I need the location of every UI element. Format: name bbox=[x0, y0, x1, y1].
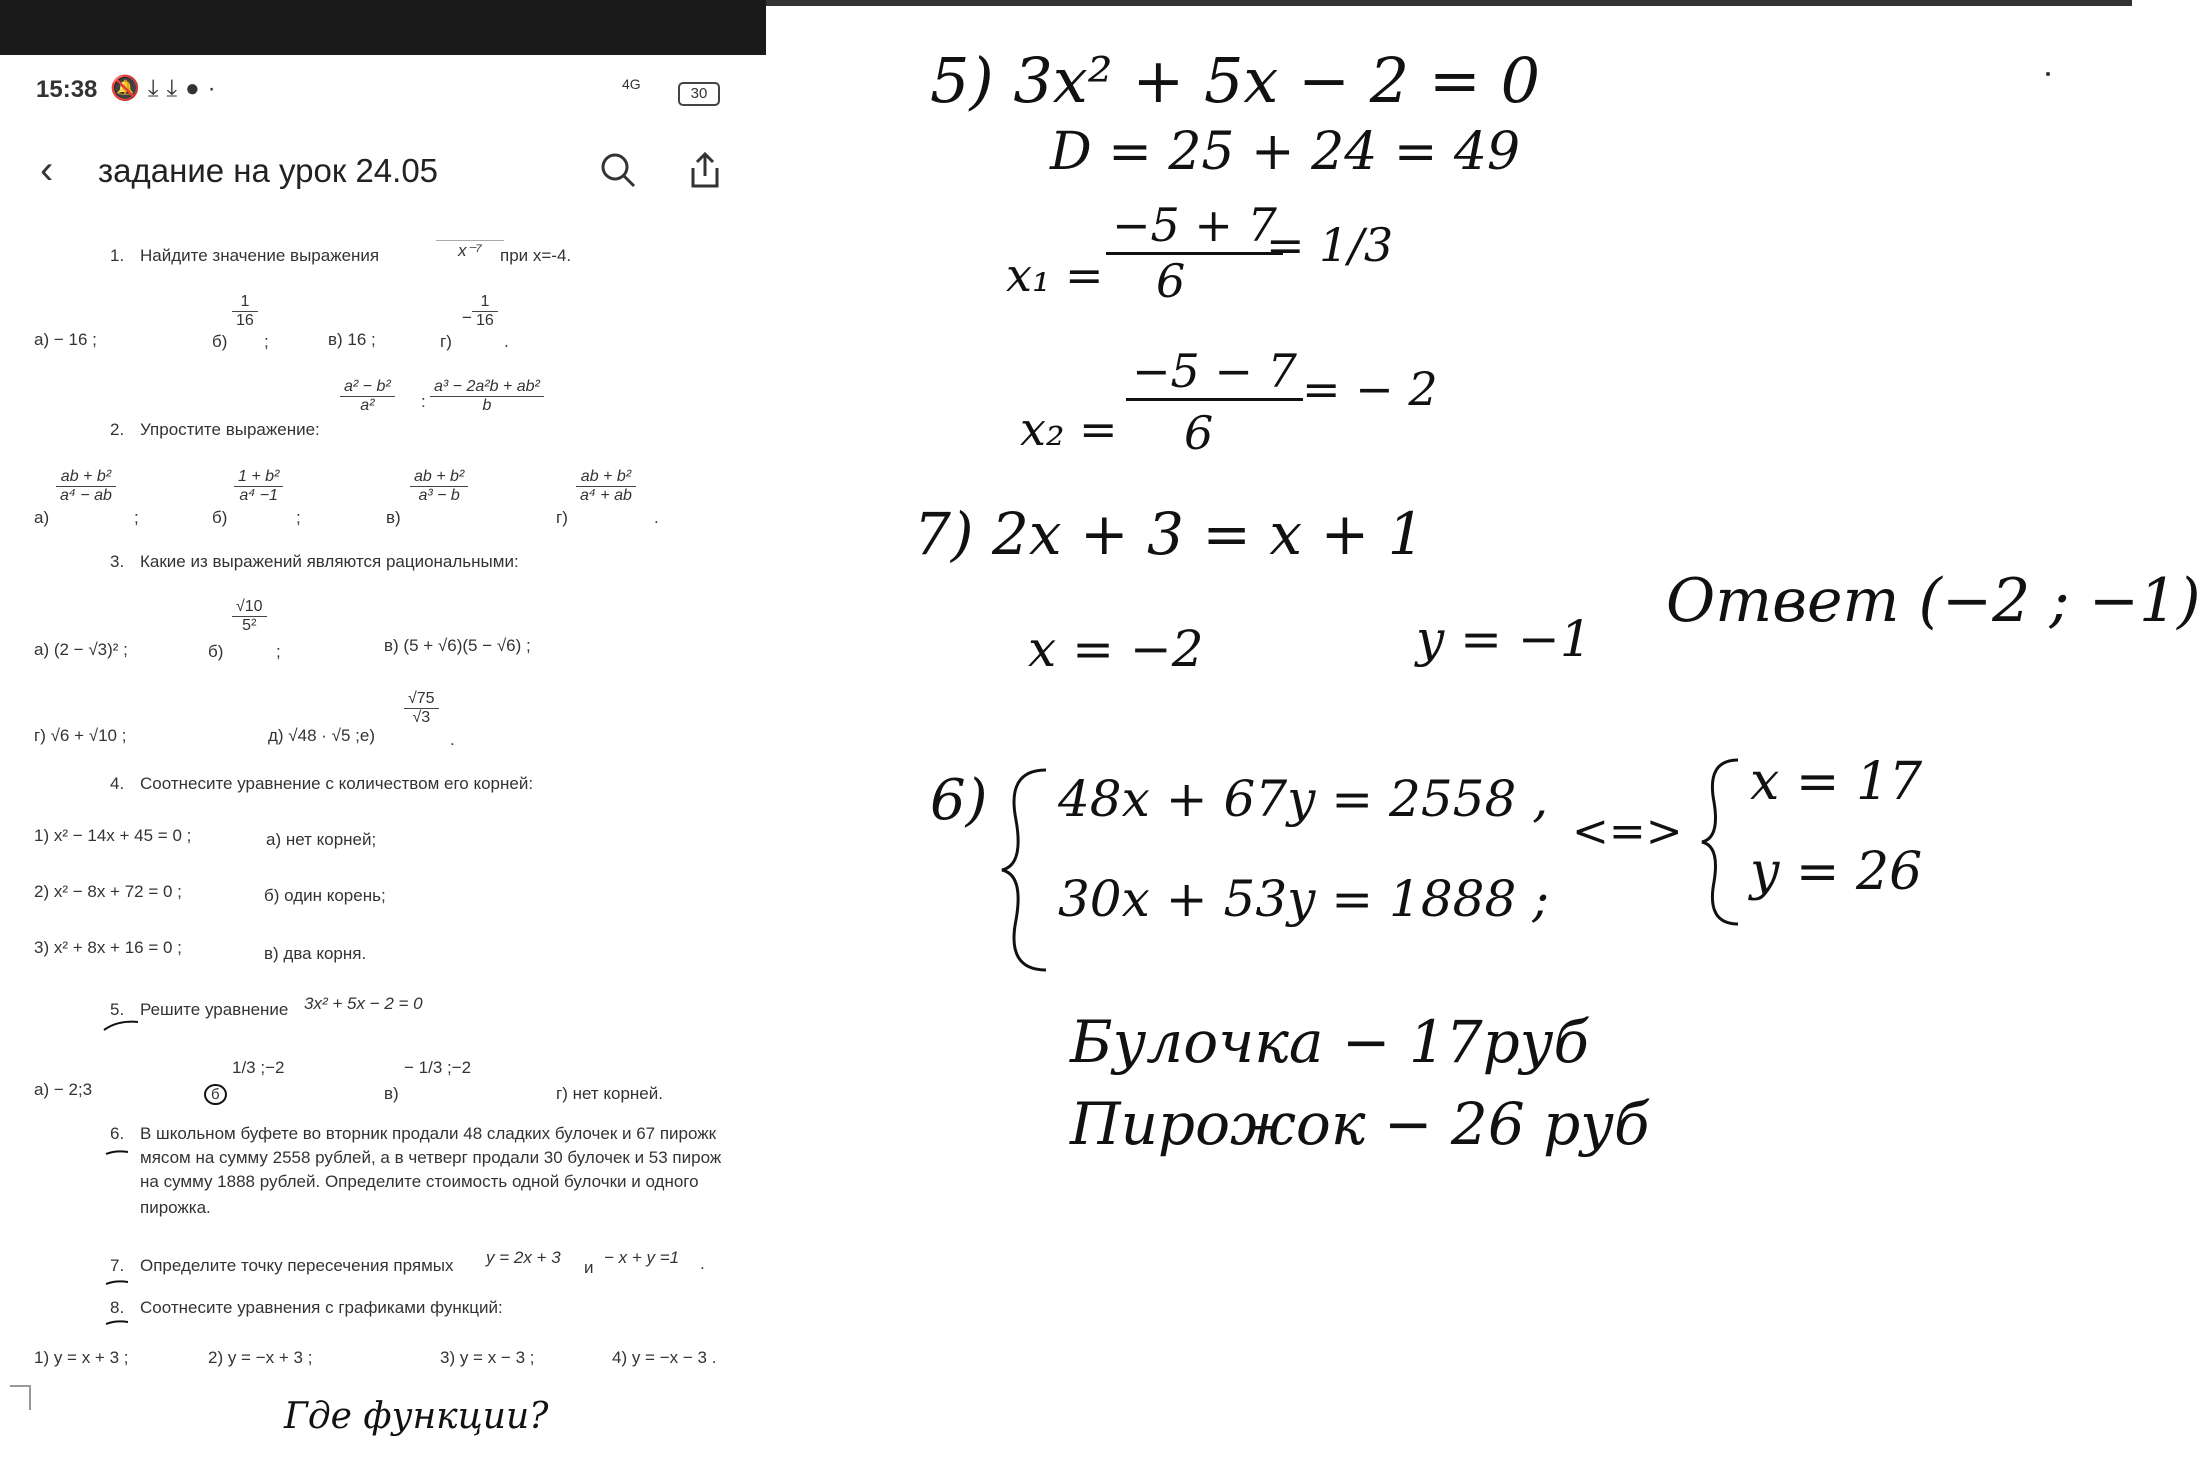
hw-s6-equation-1: 48x + 67y = 2558 , bbox=[1058, 770, 1549, 828]
q5-number: 5. bbox=[110, 1000, 125, 1019]
q3-e-tail: . bbox=[450, 730, 455, 749]
battery-indicator: 30 bbox=[678, 82, 720, 106]
q1-g-den: 16 bbox=[476, 312, 494, 329]
q2-b-tail: ; bbox=[296, 508, 301, 527]
dot-mark bbox=[2046, 72, 2050, 76]
hw-x2-result: = − 2 bbox=[1302, 362, 1438, 416]
q2-option-b-label: б) bbox=[212, 508, 228, 527]
q2-g-num: ab + b² bbox=[576, 468, 636, 487]
q4-answer-v: в) два корня. bbox=[264, 944, 367, 963]
q4-answer-a: а) нет корней; bbox=[266, 830, 377, 849]
q5-option-b-value: 1/3 ;−2 bbox=[232, 1058, 285, 1077]
q3-option-b-label: б) bbox=[208, 642, 224, 661]
q6-number: 6. bbox=[110, 1124, 125, 1143]
q5-option-b-circled: б bbox=[204, 1084, 227, 1105]
hw-x1-denominator: 6 bbox=[1156, 254, 1186, 308]
hw-s7-answer: Ответ (−2 ; −1) bbox=[1666, 566, 2201, 636]
q7-equation-1: y = 2x + 3 bbox=[486, 1248, 561, 1267]
hw-s5-discriminant: D = 25 + 24 = 49 bbox=[1050, 122, 1521, 182]
q1-b-tail: ; bbox=[264, 332, 269, 351]
q4-answer-b: б) один корень; bbox=[264, 886, 386, 905]
q1-number: 1. bbox=[110, 246, 125, 265]
q7-underline-mark bbox=[106, 1281, 128, 1284]
corner-mark bbox=[10, 1386, 30, 1410]
status-notification-icons: 🔕⤓⤓●· bbox=[110, 75, 224, 102]
q6-line-1: В школьном буфете во вторник продали 48 сладких булочек и 67 пирожк bbox=[140, 1124, 717, 1143]
q2-left-num: a² − b² bbox=[340, 378, 395, 397]
q6-underline-mark bbox=[106, 1151, 128, 1154]
hw-s7-x: x = −2 bbox=[1028, 620, 1204, 678]
hw-x2-denominator: 6 bbox=[1184, 406, 1214, 460]
q1-g-num: 1 bbox=[472, 293, 498, 312]
q3-option-v: в) (5 + √6)(5 − √6) ; bbox=[384, 636, 531, 655]
phone-pen-marks bbox=[0, 0, 766, 1475]
q2-v-den: a³ − b bbox=[418, 487, 460, 504]
q2-left-den: a² bbox=[360, 397, 375, 414]
q2-b-num: 1 + b² bbox=[234, 468, 283, 487]
handwritten-solutions bbox=[766, 0, 2201, 1475]
q3-option-a: а) (2 − √3)² ; bbox=[34, 640, 128, 659]
q3-e-den: √3 bbox=[412, 709, 431, 726]
document-body bbox=[0, 0, 766, 1475]
q1-text: Найдите значение выражения bbox=[140, 246, 380, 265]
q2-text: Упростите выражение: bbox=[140, 420, 320, 439]
q3-b-den: 5² bbox=[242, 617, 257, 634]
q3-option-d: д) √48 · √5 ;е) bbox=[268, 726, 375, 745]
q6-line-2: мясом на сумму 2558 рублей, а в четверг продали 30 булочек и 53 пирож bbox=[140, 1148, 722, 1167]
q7-equation-2: − x + y =1 bbox=[604, 1248, 680, 1267]
q5-option-v-value: − 1/3 ;−2 bbox=[404, 1058, 472, 1077]
q2-g-tail: . bbox=[654, 508, 659, 527]
hw-x1-label: x₁ = bbox=[1006, 248, 1104, 302]
q4-text: Соотнесите уравнение с количеством его корней: bbox=[140, 774, 534, 793]
q2-a-den: a⁴ − ab bbox=[60, 487, 112, 504]
hw-s7-equation: 7) 2x + 3 = x + 1 bbox=[914, 500, 1425, 568]
network-indicator: 4G bbox=[622, 76, 641, 92]
q8-function-2: 2) y = −x + 3 ; bbox=[208, 1348, 313, 1367]
hw-s6-result-bun: Булочка − 17руб bbox=[1070, 1008, 1589, 1076]
q1-option-b-label: б) bbox=[212, 332, 228, 351]
q6-line-4: пирожка. bbox=[140, 1198, 211, 1217]
q2-option-v-label: в) bbox=[386, 508, 401, 527]
hw-x2-label: x₂ = bbox=[1020, 402, 1118, 456]
page-title: задание на урок 24.05 bbox=[98, 152, 439, 189]
q2-a-num: ab + b² bbox=[56, 468, 116, 487]
q5-expression: 3x² + 5x − 2 = 0 bbox=[304, 994, 423, 1013]
q7-and: и bbox=[584, 1258, 594, 1277]
q2-number: 2. bbox=[110, 420, 125, 439]
hw-s7-y: y = −1 bbox=[1416, 610, 1592, 668]
q1-option-v: в) 16 ; bbox=[328, 330, 376, 349]
q2-a-tail: ; bbox=[134, 508, 139, 527]
q2-g-den: a⁴ + ab bbox=[580, 487, 632, 504]
q4-equation-2: 2) x² − 8x + 72 = 0 ; bbox=[34, 882, 182, 901]
status-time: 15:38 bbox=[36, 76, 98, 103]
q5-option-g: г) нет корней. bbox=[556, 1084, 663, 1103]
q8-function-3: 3) y = x − 3 ; bbox=[440, 1348, 535, 1367]
hw-s6-x: x = 17 bbox=[1750, 752, 1923, 812]
hw-system-brace-left bbox=[996, 760, 1056, 980]
q1-b-den: 16 bbox=[236, 312, 254, 329]
q4-equation-1: 1) x² − 14x + 45 = 0 ; bbox=[34, 826, 192, 845]
q8-function-1: 1) y = x + 3 ; bbox=[34, 1348, 129, 1367]
q8-function-4: 4) y = −x − 3 . bbox=[612, 1348, 717, 1367]
hw-s6-label: 6) bbox=[930, 768, 988, 833]
q2-option-a-label: а) bbox=[34, 508, 50, 527]
q3-number: 3. bbox=[110, 552, 125, 571]
q1-g-sign: − bbox=[462, 308, 472, 327]
q8-underline-mark bbox=[106, 1321, 128, 1324]
back-chevron-icon[interactable]: ‹ bbox=[40, 148, 54, 192]
hw-s6-equivalence: <=> bbox=[1572, 806, 1683, 857]
q7-text: Определите точку пересечения прямых bbox=[140, 1256, 454, 1275]
hw-x2-numerator: −5 − 7 bbox=[1126, 344, 1303, 401]
q4-number: 4. bbox=[110, 774, 125, 793]
handwritten-note-functions: Где функции? bbox=[284, 1396, 549, 1437]
q5-text: Решите уравнение bbox=[140, 1000, 289, 1019]
q1-expression: x⁻⁷ bbox=[436, 240, 504, 261]
q3-text: Какие из выражений являются рациональными: bbox=[140, 552, 519, 571]
q5-underline-mark bbox=[104, 1022, 138, 1030]
q8-number: 8. bbox=[110, 1298, 125, 1317]
q1-g-tail: . bbox=[504, 332, 509, 351]
q1-option-g-label: г) bbox=[440, 332, 452, 351]
hw-s6-equation-2: 30x + 53y = 1888 ; bbox=[1058, 870, 1550, 928]
q2-right-num: a³ − 2a²b + ab² bbox=[430, 378, 544, 397]
hw-system-brace-right bbox=[1696, 752, 1746, 932]
q4-equation-3: 3) x² + 8x + 16 = 0 ; bbox=[34, 938, 182, 957]
q1-option-a: а) − 16 ; bbox=[34, 330, 97, 349]
q2-right-den: b bbox=[482, 397, 492, 414]
q6-line-3: на сумму 1888 рублей. Определите стоимость одной булочки и одного bbox=[140, 1172, 699, 1191]
hw-s6-y: y = 26 bbox=[1750, 842, 1923, 902]
q2-colon: : bbox=[421, 392, 426, 411]
q8-text: Соотнесите уравнения с графиками функций: bbox=[140, 1298, 503, 1317]
q7-number: 7. bbox=[110, 1256, 125, 1275]
q1-condition: при x=-4. bbox=[500, 246, 572, 265]
q2-option-g-label: г) bbox=[556, 508, 568, 527]
q3-b-tail: ; bbox=[276, 642, 281, 661]
q3-e-num: √75 bbox=[404, 690, 439, 709]
hw-s6-result-pie: Пирожок − 26 руб bbox=[1070, 1090, 1650, 1158]
q5-option-v-label: в) bbox=[384, 1084, 399, 1103]
q3-b-num: √10 bbox=[232, 598, 267, 617]
hw-x1-result: = 1/3 bbox=[1266, 218, 1394, 272]
q2-b-den: a⁴ −1 bbox=[239, 487, 278, 504]
q3-option-g: г) √6 + √10 ; bbox=[34, 726, 127, 745]
q1-b-num: 1 bbox=[232, 293, 258, 312]
q7-tail: . bbox=[700, 1254, 705, 1273]
hw-s5-equation: 5) 3x² + 5x − 2 = 0 bbox=[930, 44, 1541, 117]
q5-option-a: а) − 2;3 bbox=[34, 1080, 93, 1099]
q2-v-num: ab + b² bbox=[410, 468, 468, 487]
phone-screenshot bbox=[0, 0, 766, 1475]
hw-x1-numerator: −5 + 7 bbox=[1106, 198, 1283, 255]
